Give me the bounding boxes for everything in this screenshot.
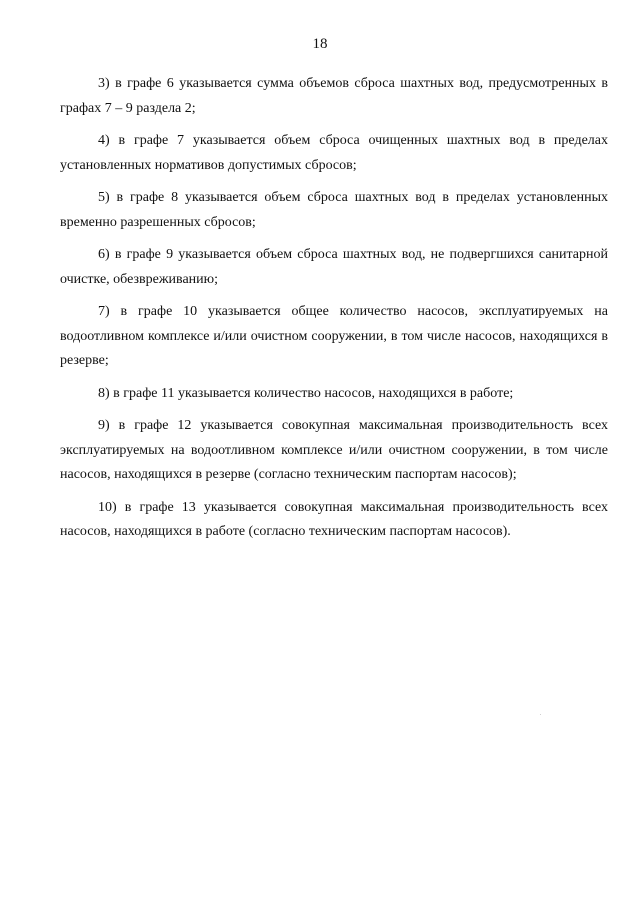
paragraph-item-10: 10) в графе 13 указывается совокупная максимальная производительность всех насосов, находящихся в работе (согласно техническим паспортам насосов). <box>60 499 608 539</box>
scan-speck <box>540 714 541 715</box>
page-number: 18 <box>312 36 328 52</box>
paragraph-item-6: 6) в графе 9 указывается объем сброса шахтных вод, не подвергшихся санитарной очистке, обезвреживанию; <box>60 247 608 287</box>
paragraph-item-4: 4) в графе 7 указывается объем сброса очищенных шахтных вод в пределах установленных нормативов допустимых сбросов; <box>60 133 608 173</box>
document-body <box>60 72 608 553</box>
paragraph-item-9: 9) в графе 12 указывается совокупная максимальная производительность всех эксплуатируемых на водоотливном комплексе и/или очистном сооружении, в том числе насосов, находящихся в резерве (согласно техническим паспортам насосов); <box>60 418 608 482</box>
paragraph-item-5: 5) в графе 8 указывается объем сброса шахтных вод в пределах установленных временно разрешенных сбросов; <box>60 190 608 230</box>
paragraph-item-3: 3) в графе 6 указывается сумма объемов сброса шахтных вод, предусмотренных в графах 7 – 9 раздела 2; <box>60 76 608 116</box>
paragraph-item-8: 8) в графе 11 указывается количество насосов, находящихся в работе; <box>98 385 514 401</box>
paragraph-item-7: 7) в графе 10 указывается общее количество насосов, эксплуатируемых на водоотливном комплексе и/или очистном сооружении, в том числе насосов, находящихся в резерве; <box>60 304 608 368</box>
